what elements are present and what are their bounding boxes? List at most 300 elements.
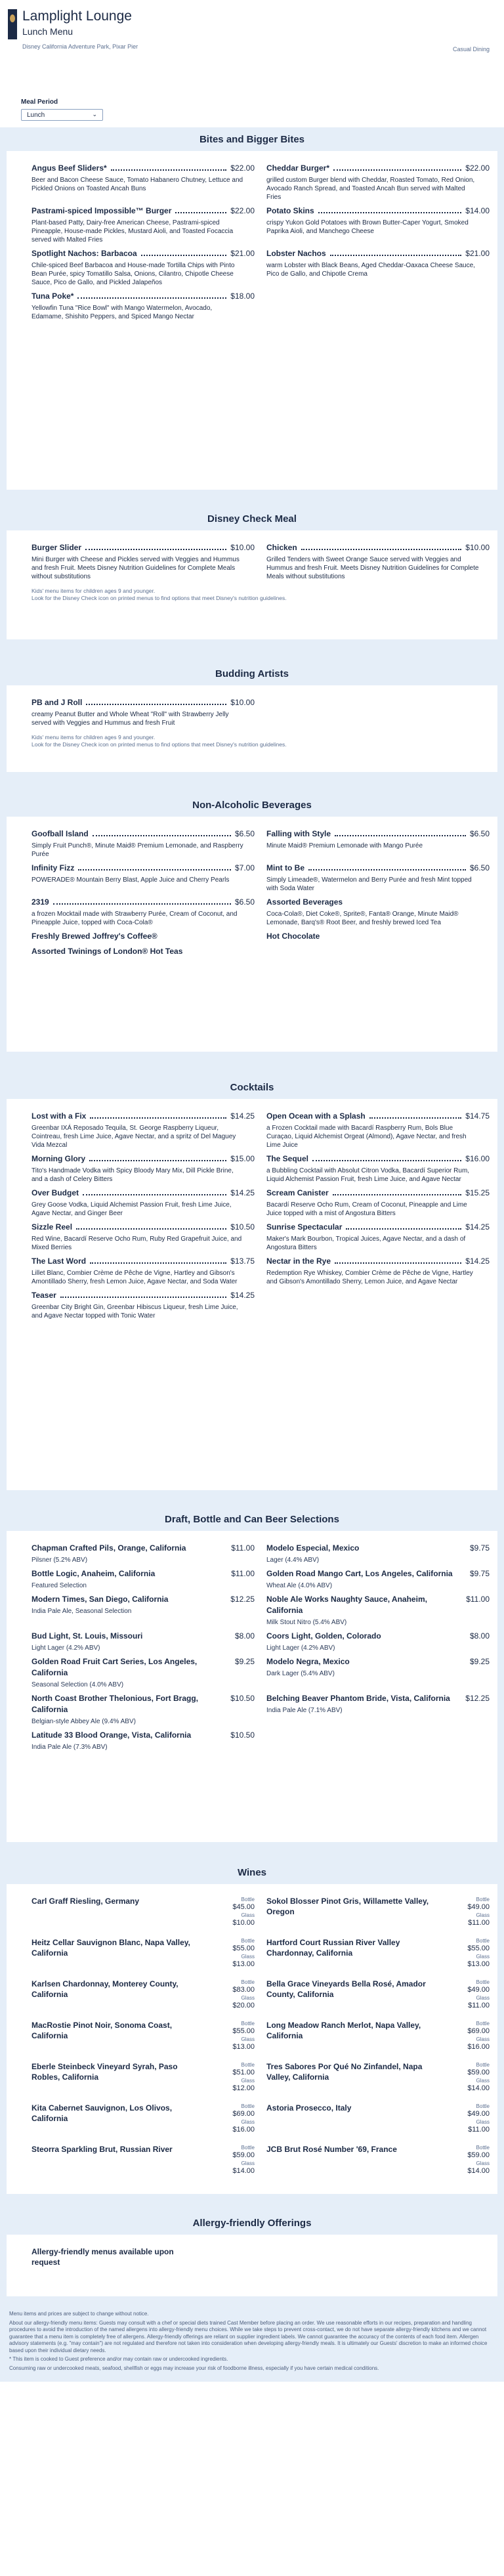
menu-item-name: Lobster Nachos bbox=[266, 249, 326, 258]
wine-item bbox=[266, 2103, 490, 2144]
menu-item-header bbox=[32, 163, 255, 174]
menu-item-name: Modern Times, San Diego, California bbox=[32, 1595, 169, 1604]
bottle-price: $55.00 bbox=[232, 1944, 255, 1952]
menu-item-name: Latitude 33 Blood Orange, Vista, California bbox=[32, 1730, 192, 1740]
menu-item-description: India Pale Ale (7.3% ABV) bbox=[32, 1744, 108, 1751]
menu-item bbox=[266, 1188, 490, 1218]
check-note: Look for the Disney Check icon on printed menus to find options that meet Disney's nutrition guidelines. bbox=[32, 595, 287, 601]
menu-item-price: $14.25 bbox=[230, 1188, 255, 1197]
menu-item-name: The Sequel bbox=[266, 1154, 309, 1163]
wine-item bbox=[266, 1979, 490, 2020]
item-list bbox=[32, 697, 490, 731]
menu-item-price: $6.50 bbox=[469, 829, 490, 838]
menu-subtitle: Lunch Menu bbox=[22, 26, 74, 37]
glass-price: $16.00 bbox=[467, 2043, 490, 2051]
menu-item-description: Plant-based Patty, Dairy-free American Cheese, Pastrami-spiced Pineapple, House-made Pickles, Mustard Aioli, and Toasted Focaccia served with Malted Fries bbox=[32, 219, 234, 244]
menu-item-description: Pilsner (5.2% ABV) bbox=[32, 1556, 88, 1564]
bottle-label: Bottle bbox=[241, 1897, 255, 1902]
glass-price: $16.00 bbox=[232, 2126, 255, 2134]
menu-item-price: $10.00 bbox=[230, 543, 255, 552]
section-title: Bites and Bigger Bites bbox=[0, 127, 504, 151]
menu-item-description: Grilled Tenders with Sweet Orange Sauce served with Veggies and Hummus and fresh Fruit. Meets Disney Nutrition Guidelines for Complete Meals without substitutions bbox=[266, 556, 479, 580]
menu-item-price: $9.25 bbox=[469, 1657, 490, 1666]
glass-label: Glass bbox=[241, 1912, 255, 1918]
lantern-logo-icon bbox=[8, 9, 17, 39]
menu-item bbox=[266, 863, 490, 893]
menu-item-price: $9.75 bbox=[469, 1543, 490, 1553]
menu-item-description: crispy Yukon Gold Potatoes with Brown Butter-Caper Yogurt, Smoked Paprika Aioli, and Manchego Cheese bbox=[266, 219, 469, 235]
price-leader bbox=[78, 869, 231, 870]
menu-item-header bbox=[266, 1222, 490, 1233]
wine-item bbox=[266, 2061, 490, 2103]
section-panel bbox=[7, 2235, 497, 2296]
bottle-price: $51.00 bbox=[232, 2069, 255, 2076]
bottle-label: Bottle bbox=[241, 2021, 255, 2027]
glass-price: $11.00 bbox=[468, 2126, 490, 2134]
menu-item-name: Burger Slider bbox=[32, 543, 82, 552]
menu-item-name: Sizzle Reel bbox=[32, 1222, 73, 1232]
wine-name: Karlsen Chardonnay, Monterey County, California bbox=[32, 1979, 178, 1999]
section-nonalc bbox=[0, 784, 504, 1066]
menu-item bbox=[32, 1222, 255, 1252]
menu-item-description: Minute Maid® Premium Lemonade with Mango Purée bbox=[266, 842, 423, 849]
menu-item-header bbox=[32, 1568, 255, 1579]
glass-price: $10.00 bbox=[232, 1919, 255, 1927]
menu-item-price: $22.00 bbox=[465, 163, 490, 173]
menu-item-name: Coors Light, Golden, Colorado bbox=[266, 1631, 381, 1641]
menu-item bbox=[266, 1568, 490, 1590]
menu-item bbox=[266, 205, 490, 244]
section-budding bbox=[0, 650, 504, 784]
menu-item-header bbox=[32, 828, 255, 840]
glass-price: $14.00 bbox=[467, 2167, 490, 2175]
footer-cooked: * This item is cooked to Guest preference and/or may contain raw or undercooked ingredients. bbox=[9, 2356, 228, 2362]
menu-item-name: Cheddar Burger* bbox=[266, 163, 330, 173]
wine-prices bbox=[209, 1896, 255, 1937]
price-leader bbox=[330, 255, 462, 256]
menu-item bbox=[266, 1153, 490, 1184]
section-title: Draft, Bottle and Can Beer Selections bbox=[0, 1507, 504, 1531]
menu-item-name: Falling with Style bbox=[266, 829, 331, 838]
price-leader bbox=[93, 835, 231, 836]
price-leader bbox=[90, 1262, 226, 1264]
glass-label: Glass bbox=[476, 2119, 490, 2125]
menu-item-price: $12.25 bbox=[465, 1694, 490, 1703]
menu-item bbox=[266, 1256, 490, 1286]
menu-item-description: Wheat Ale (4.0% ABV) bbox=[266, 1582, 333, 1589]
bottle-label: Bottle bbox=[241, 2103, 255, 2109]
wine-prices bbox=[444, 1979, 490, 2020]
glass-label: Glass bbox=[241, 2078, 255, 2084]
wine-prices bbox=[209, 1937, 255, 1979]
item-list bbox=[32, 1543, 490, 1755]
wine-name: Bella Grace Vineyards Bella Rosé, Amador County, California bbox=[266, 1979, 426, 1999]
section-title: Disney Check Meal bbox=[0, 507, 504, 530]
menu-item-header bbox=[32, 1188, 255, 1199]
wine-name: Long Meadow Ranch Merlot, Napa Valley, California bbox=[266, 2021, 421, 2040]
menu-item-price: $6.50 bbox=[234, 829, 255, 838]
menu-item-price: $8.00 bbox=[469, 1631, 490, 1641]
bottle-label: Bottle bbox=[476, 2021, 490, 2027]
price-leader bbox=[333, 1194, 462, 1195]
menu-item-header bbox=[32, 897, 255, 908]
section-cocktails bbox=[0, 1066, 504, 1499]
menu-item-header bbox=[266, 542, 490, 553]
glass-price: $14.00 bbox=[232, 2167, 255, 2175]
menu-item-name: Tuna Poke* bbox=[32, 291, 74, 301]
price-leader bbox=[90, 1117, 226, 1119]
menu-item bbox=[266, 1543, 490, 1564]
menu-item-description: Dark Lager (5.4% ABV) bbox=[266, 1670, 335, 1677]
menu-item-description: Chile-spiced Beef Barbacoa and House-made Tortilla Chips with Pinto Bean Purée, spicy Tomatillo Salsa, Onions, Cilantro, Chipotle Cheese Sauce, Pico de Gallo, and Pickled Jalapeños bbox=[32, 262, 235, 286]
meal-period-filter bbox=[0, 67, 504, 127]
menu-item bbox=[266, 1656, 490, 1689]
section-beer bbox=[0, 1499, 504, 1851]
wine-name: Steorra Sparkling Brut, Russian River bbox=[32, 2145, 173, 2154]
dining-type: Casual Dining bbox=[452, 46, 490, 53]
menu-item-description: Simply Fruit Punch®, Minute Maid® Premium Lemonade, and Raspberry Purée bbox=[32, 842, 243, 858]
menu-item-description: Greenbar IXÁ Reposado Tequila, St. George Raspberry Liqueur, Cointreau, fresh Lime Juice, Agave Nectar, and a spritz of Del Maguey Vida Mezcal bbox=[32, 1125, 236, 1149]
menu-item-name: Bud Light, St. Louis, Missouri bbox=[32, 1631, 143, 1641]
menu-item bbox=[32, 1153, 255, 1184]
wine-name: Astoria Prosecco, Italy bbox=[266, 2103, 352, 2113]
menu-item-price: $10.50 bbox=[230, 1730, 255, 1740]
bottle-label: Bottle bbox=[476, 2062, 490, 2068]
chevron-down-icon: ⌄ bbox=[92, 111, 97, 118]
menu-item-price: $7.00 bbox=[234, 863, 255, 872]
menu-item-header bbox=[32, 863, 255, 874]
menu-item-header bbox=[266, 1568, 490, 1579]
menu-item bbox=[32, 828, 255, 859]
section-panel bbox=[7, 1884, 497, 2194]
menu-item-name: Over Budget bbox=[32, 1188, 79, 1197]
menu-item-header bbox=[32, 1656, 255, 1679]
wine-prices bbox=[444, 1937, 490, 1979]
wine-prices bbox=[209, 2061, 255, 2103]
bottle-price: $59.00 bbox=[467, 2069, 490, 2076]
menu-item-name: Nectar in the Rye bbox=[266, 1256, 331, 1266]
menu-item-header bbox=[32, 1693, 255, 1715]
menu-item-name: Lost with a Fix bbox=[32, 1111, 87, 1121]
menu-item bbox=[32, 863, 255, 893]
menu-item-header bbox=[266, 1153, 490, 1165]
menu-item bbox=[266, 1693, 490, 1726]
wine-name: Heitz Cellar Sauvignon Blanc, Napa Valley, California bbox=[32, 1938, 190, 1958]
glass-label: Glass bbox=[241, 2160, 255, 2166]
menu-item-header bbox=[32, 1153, 255, 1165]
item-list bbox=[32, 828, 490, 961]
check-note: Look for the Disney Check icon on printed menus to find options that meet Disney's nutrition guidelines. bbox=[32, 741, 287, 748]
menu-item-price: $14.25 bbox=[230, 1111, 255, 1121]
menu-item bbox=[32, 1656, 255, 1689]
footer-prices: Menu items and prices are subject to change without notice. bbox=[9, 2311, 149, 2317]
bottle-price: $69.00 bbox=[232, 2110, 255, 2118]
menu-item-header bbox=[32, 1594, 255, 1605]
wine-prices bbox=[444, 2061, 490, 2103]
menu-item-description: Tito's Handmade Vodka with Spicy Bloody Mary Mix, Dill Pickle Brine, and a dash of Celery Bitters bbox=[32, 1167, 234, 1183]
menu-item-header bbox=[32, 1111, 255, 1122]
menu-item-name: Freshly Brewed Joffrey's Coffee® bbox=[32, 932, 158, 941]
bottle-label: Bottle bbox=[476, 1897, 490, 1902]
item-list bbox=[32, 1111, 490, 1324]
menu-item-price: $11.00 bbox=[466, 1595, 490, 1604]
menu-item-description: Bacardí Reserve Ocho Rum, Cream of Coconut, Pineapple and Lime Juice topped with a mist of Angostura Bitters bbox=[266, 1201, 467, 1217]
meal-period-select[interactable] bbox=[21, 109, 103, 121]
wine-name: Tres Sabores Por Qué No Zinfandel, Napa Valley, California bbox=[266, 2062, 423, 2082]
menu-item-description: Milk Stout Nitro (5.4% ABV) bbox=[266, 1619, 347, 1626]
wine-name: Sokol Blosser Pinot Gris, Willamette Valley, Oregon bbox=[266, 1897, 429, 1916]
section-title: Budding Artists bbox=[0, 662, 504, 685]
menu-item-description: Lillet Blanc, Combier Crème de Pêche de Vigne, Hartley and Gibson's Amontillado Sherry, fresh Lemon Juice, Agave Nectar, and Soda Water bbox=[32, 1270, 238, 1285]
menu-item-header bbox=[32, 248, 255, 259]
price-leader bbox=[85, 549, 226, 550]
section-panel bbox=[7, 817, 497, 1052]
menu-item-price: $13.75 bbox=[230, 1256, 255, 1266]
section-panel bbox=[7, 1099, 497, 1490]
wine-item bbox=[32, 2061, 255, 2103]
menu-item-name: 2319 bbox=[32, 897, 49, 907]
price-leader bbox=[89, 1160, 226, 1161]
menu-item-description: POWERADE® Mountain Berry Blast, Apple Juice and Cherry Pearls bbox=[32, 876, 230, 884]
glass-label: Glass bbox=[476, 1954, 490, 1960]
menu-item-description: Coca-Cola®, Diet Coke®, Sprite®, Fanta® Orange, Minute Maid® Lemonade, Barq's® Root Beer, and freshly brewed Iced Tea bbox=[266, 911, 459, 926]
wine-item bbox=[32, 1896, 255, 1937]
menu-item-description: Maker's Mark Bourbon, Tropical Juices, Agave Nectar, and a dash of Angostura Bitters bbox=[266, 1235, 466, 1251]
menu-item bbox=[266, 1222, 490, 1252]
menu-item-description: Mini Burger with Cheese and Pickles served with Veggies and Hummus and fresh Fruit. Meets Disney Nutrition Guidelines for Complete Meals without substitutions bbox=[32, 556, 240, 580]
bottle-label: Bottle bbox=[476, 1938, 490, 1944]
menu-item-description: Simply Limeade®, Watermelon and Berry Purée and fresh Mint topped with Soda Water bbox=[266, 876, 472, 892]
wine-prices bbox=[444, 2020, 490, 2061]
location-text[interactable]: Disney California Adventure Park, Pixar Pier bbox=[22, 43, 138, 50]
footer-raw: Consuming raw or undercooked meats, seafood, shellfish or eggs may increase your risk of foodborne illness, especially if you have certain medical conditions. bbox=[9, 2365, 379, 2371]
bottle-price: $49.00 bbox=[467, 1903, 490, 1911]
bottle-label: Bottle bbox=[476, 1979, 490, 1985]
menu-item-description: Grey Goose Vodka, Liquid Alchemist Passion Fruit, fresh Lime Juice, Agave Nectar, and Ginger Beer bbox=[32, 1201, 232, 1217]
menu-item-description: Beer and Bacon Cheese Sauce, Tomato Habanero Chutney, Lettuce and Pickled Onions on Toasted Ancah Buns bbox=[32, 177, 243, 192]
menu-item-price: $14.25 bbox=[465, 1222, 490, 1232]
menu-item bbox=[32, 1594, 255, 1627]
menu-item-description: a Bubbling Cocktail with Absolut Citron Vodka, Bacardí Superior Rum, Liquid Alchemist Passion Fruit, fresh Lime Juice, and Agave Nectar bbox=[266, 1167, 470, 1183]
menu-item bbox=[266, 1594, 490, 1627]
glass-price: $13.00 bbox=[232, 2043, 255, 2051]
glass-price: $20.00 bbox=[232, 2002, 255, 2009]
menu-item-name: North Coast Brother Thelonious, Fort Bragg, California bbox=[32, 1694, 198, 1714]
menu-item-price: $21.00 bbox=[465, 249, 490, 258]
menu-item bbox=[32, 1256, 255, 1286]
menu-item-name: Assorted Beverages bbox=[266, 897, 343, 907]
section-panel bbox=[7, 530, 497, 639]
menu-item bbox=[266, 248, 490, 287]
menu-item-name: Open Ocean with a Splash bbox=[266, 1111, 366, 1121]
menu-item-description: Light Lager (4.2% ABV) bbox=[266, 1644, 335, 1652]
menu-item-header bbox=[32, 1290, 255, 1301]
menu-item-header bbox=[266, 205, 490, 217]
bottle-price: $55.00 bbox=[467, 1944, 490, 1952]
wine-prices bbox=[444, 2103, 490, 2144]
menu-item-description: Greenbar City Bright Gin, Greenbar Hibiscus Liqueur, fresh Lime Juice, and Agave Nectar topped with Tonic Water bbox=[32, 1304, 238, 1320]
price-leader bbox=[369, 1117, 462, 1119]
wine-prices bbox=[444, 1896, 490, 1937]
menu-item-header bbox=[32, 697, 255, 708]
price-leader bbox=[318, 212, 462, 213]
glass-label: Glass bbox=[476, 2036, 490, 2042]
menu-item bbox=[266, 1111, 490, 1149]
menu-item-description: Belgian-style Abbey Ale (9.4% ABV) bbox=[32, 1718, 136, 1725]
menu-item-price: $14.75 bbox=[465, 1111, 490, 1121]
bottle-label: Bottle bbox=[476, 2145, 490, 2151]
menu-item bbox=[266, 163, 490, 202]
menu-item bbox=[32, 897, 255, 927]
menu-item-header bbox=[32, 1631, 255, 1642]
bottle-price: $49.00 bbox=[467, 1986, 490, 1994]
menu-item bbox=[32, 1730, 255, 1751]
glass-label: Glass bbox=[476, 2160, 490, 2166]
menu-item-name: Infinity Fizz bbox=[32, 863, 75, 872]
menu-item-header bbox=[266, 1656, 490, 1667]
menu-item-name: Teaser bbox=[32, 1291, 56, 1300]
wine-name: Carl Graff Riesling, Germany bbox=[32, 1897, 140, 1906]
menu-item-header bbox=[266, 248, 490, 259]
allergy-menu-link[interactable]: Allergy-friendly menus available upon request bbox=[32, 2247, 174, 2267]
wine-name: JCB Brut Rosé Number '69, France bbox=[266, 2145, 397, 2154]
glass-price: $13.00 bbox=[232, 1960, 255, 1968]
menu-item-price: $15.25 bbox=[465, 1188, 490, 1197]
section-title: Wines bbox=[0, 1860, 504, 1884]
menu-item bbox=[32, 946, 255, 957]
menu-item-price: $14.25 bbox=[465, 1256, 490, 1266]
menu-item-price: $9.25 bbox=[234, 1657, 255, 1666]
menu-item-description: Yellowfin Tuna "Rice Bowl" with Mango Watermelon, Avocado, Edamame, Shishito Peppers, and Spiced Mango Nectar bbox=[32, 305, 213, 320]
menu-item-name: Assorted Twinings of London® Hot Teas bbox=[32, 947, 183, 956]
menu-item bbox=[32, 1543, 255, 1564]
menu-item-price: $10.00 bbox=[465, 543, 490, 552]
wine-item bbox=[32, 1937, 255, 1979]
bottle-label: Bottle bbox=[241, 2062, 255, 2068]
menu-item-header bbox=[32, 931, 255, 942]
menu-item bbox=[32, 291, 255, 321]
menu-item bbox=[32, 697, 255, 727]
menu-item-description: Redemption Rye Whiskey, Combier Crème de Pêche de Vigne, Hartley and Gibson's Amontillado Sherry, Lemon Juice, and Agave Nectar bbox=[266, 1270, 473, 1285]
menu-item bbox=[266, 542, 490, 581]
item-list bbox=[32, 163, 490, 325]
menu-item-header bbox=[266, 931, 490, 942]
menu-item-price: $14.25 bbox=[230, 1291, 255, 1300]
menu-item-description: India Pale Ale, Seasonal Selection bbox=[32, 1608, 132, 1615]
menu-item-price: $11.00 bbox=[231, 1543, 255, 1553]
menu-item-name: Spotlight Nachos: Barbacoa bbox=[32, 249, 137, 258]
menu-item-price: $16.00 bbox=[465, 1154, 490, 1163]
menu-item bbox=[266, 931, 490, 942]
glass-price: $12.00 bbox=[232, 2084, 255, 2092]
price-leader bbox=[308, 869, 466, 870]
menu-item-price: $22.00 bbox=[230, 206, 255, 215]
menu-item bbox=[32, 931, 255, 942]
section-bites bbox=[0, 127, 504, 496]
bottle-label: Bottle bbox=[241, 1979, 255, 1985]
section-title: Cocktails bbox=[0, 1075, 504, 1099]
price-leader bbox=[346, 1228, 461, 1230]
footer-allergy: About our allergy-friendly menu items: Guests may consult with a chef or special diets trained Cast Member before placing an order. We use reasonable efforts in our recipes, preparation and handling procedures to avoid the introduction of the named allergens into allergy-friendly menu choices. While we take steps to prevent cross-contact, we do not have separate allergy-friendly kitchens and we cannot guarantee that a menu item is completely free of allergens. Allergy-friendly offerings are reliant on supplier ingredient labels. We cannot guarantee the accuracy of the contents of each food item. Allergen advisory statements (e.g. "may contain") are not regulated and therefore not taken into consideration when developing allergy-friendly meals. It is ultimately our Guests' discretion to make an informed choice based upon their individual dietary needs. bbox=[9, 2319, 488, 2353]
menu-item-header bbox=[32, 1222, 255, 1233]
menu-item-price: $21.00 bbox=[230, 249, 255, 258]
section-panel bbox=[7, 685, 497, 772]
menu-item-name: Pastrami-spiced Impossible™ Burger bbox=[32, 206, 172, 215]
menu-item-header bbox=[266, 163, 490, 174]
menu-item-header bbox=[266, 863, 490, 874]
item-list bbox=[32, 1896, 490, 2185]
meal-period-label: Meal Period bbox=[21, 98, 58, 106]
footer-disclaimer bbox=[0, 2304, 504, 2382]
restaurant-title: Lamplight Lounge bbox=[22, 9, 132, 24]
menu-item-description: grilled custom Burger blend with Cheddar, Roasted Tomato, Red Onion, Avocado Ranch Spread, and Toasted Ancah Bun served with Malted Fries bbox=[266, 177, 475, 201]
bottle-label: Bottle bbox=[241, 1938, 255, 1944]
kids-note: Kids' menu items for children ages 9 and younger. bbox=[32, 588, 156, 594]
menu-item-description: Lager (4.4% ABV) bbox=[266, 1556, 320, 1564]
glass-label: Glass bbox=[241, 2119, 255, 2125]
wine-item bbox=[32, 1979, 255, 2020]
menu-item-price: $10.50 bbox=[230, 1694, 255, 1703]
menu-item-description: a Frozen Cocktail made with Bacardí Raspberry Rum, Bols Blue Curaçao, Liquid Alchemist Orgeat (Almond), Agave Nectar, and fresh Lime Juice bbox=[266, 1125, 467, 1149]
menu-item-price: $10.00 bbox=[230, 698, 255, 707]
menu-item-description: Light Lager (4.2% ABV) bbox=[32, 1644, 100, 1652]
wine-name: Hartford Court Russian River Valley Chardonnay, California bbox=[266, 1938, 400, 1958]
menu-item bbox=[32, 1290, 255, 1320]
menu-item-header bbox=[266, 828, 490, 840]
menu-item-name: Golden Road Mango Cart, Los Angeles, California bbox=[266, 1569, 453, 1578]
menu-item-header bbox=[32, 1543, 255, 1554]
page-header bbox=[0, 0, 504, 67]
section-allergy bbox=[0, 2202, 504, 2304]
wine-name: Eberle Steinbeck Vineyard Syrah, Paso Robles, California bbox=[32, 2062, 178, 2082]
menu-item-price: $6.50 bbox=[234, 897, 255, 907]
price-leader bbox=[53, 903, 231, 905]
menu-item-name: Modelo Negra, Mexico bbox=[266, 1657, 350, 1666]
wine-item bbox=[266, 1937, 490, 1979]
menu-item-name: PB and J Roll bbox=[32, 698, 83, 707]
menu-item-header bbox=[32, 1730, 255, 1741]
wine-item bbox=[32, 2020, 255, 2061]
item-list bbox=[32, 542, 490, 585]
menu-item-description: Seasonal Selection (4.0% ABV) bbox=[32, 1681, 124, 1688]
glass-label: Glass bbox=[476, 1912, 490, 1918]
price-leader bbox=[335, 1262, 461, 1264]
menu-item-price: $22.00 bbox=[230, 163, 255, 173]
menu-item bbox=[32, 248, 255, 287]
menu-item-description: Featured Selection bbox=[32, 1582, 87, 1589]
menu-item-price: $14.00 bbox=[465, 206, 490, 215]
glass-label: Glass bbox=[241, 1954, 255, 1960]
section-panel bbox=[7, 151, 497, 490]
wine-prices bbox=[209, 2103, 255, 2144]
price-leader bbox=[76, 1228, 226, 1230]
menu-item-header bbox=[32, 291, 255, 302]
menu-item-description: Red Wine, Bacardí Reserve Ocho Rum, Ruby Red Grapefruit Juice, and Mixed Berries bbox=[32, 1235, 242, 1251]
menu-item-description: creamy Peanut Butter and Whole Wheat "Roll" with Strawberry Jelly served with Veggies and Hummus and fresh Fruit bbox=[32, 711, 229, 727]
menu-item-name: Goofball Island bbox=[32, 829, 89, 838]
section-check bbox=[0, 496, 504, 650]
menu-item bbox=[32, 1568, 255, 1590]
menu-item-name: Morning Glory bbox=[32, 1154, 85, 1163]
section-wines bbox=[0, 1851, 504, 2202]
menu-item-description: a frozen Mocktail made with Strawberry Purée, Cream of Coconut, and Pineapple Juice, topped with Coca-Cola® bbox=[32, 911, 238, 926]
menu-item-price: $12.25 bbox=[230, 1595, 255, 1604]
menu-item-header bbox=[32, 542, 255, 553]
menu-item-name: Angus Beef Sliders* bbox=[32, 163, 107, 173]
menu-item bbox=[32, 205, 255, 244]
menu-item-price: $11.00 bbox=[231, 1569, 255, 1578]
glass-price: $13.00 bbox=[467, 1960, 490, 1968]
